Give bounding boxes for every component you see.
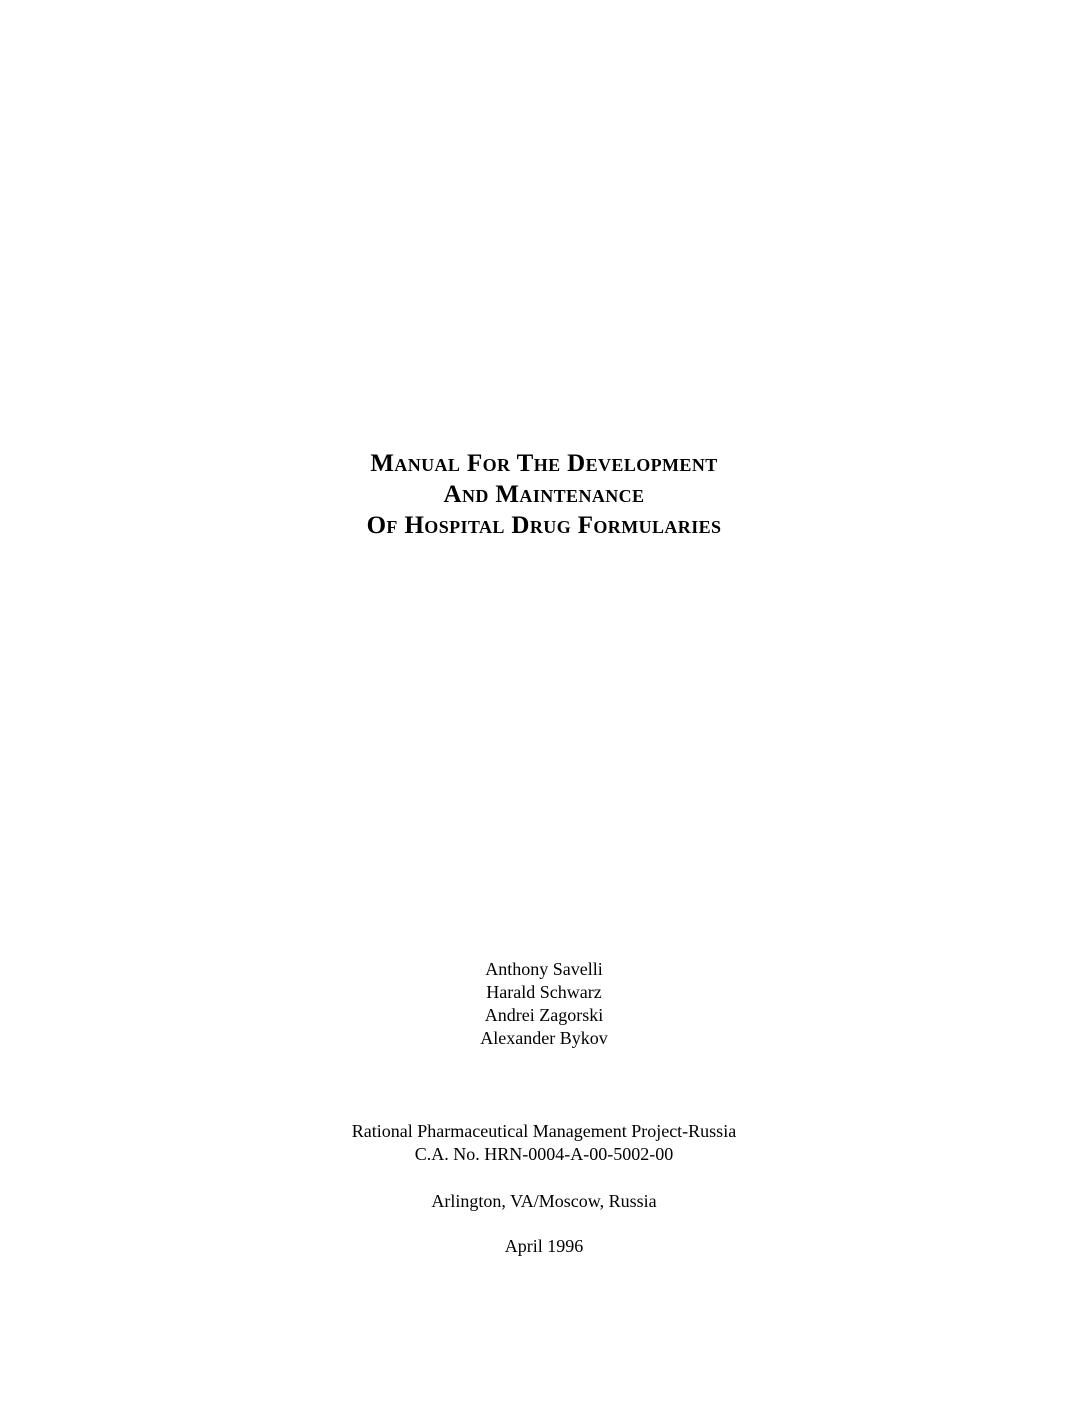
date-text: April 1996 [504,1236,584,1256]
title-line-2: And Maintenance [443,481,645,508]
location-text: Arlington, VA/Moscow, Russia [431,1191,657,1211]
page-title [0,448,1088,541]
author-name: Anthony Savelli [485,959,603,979]
title-line-3: Of Hospital Drug Formularies [366,512,722,539]
project-name: Rational Pharmaceutical Management Project-Russia [351,1121,737,1141]
publication-date [0,1235,1088,1258]
title-line-1: Manual For The Development [370,450,718,477]
project-contract-number: C.A. No. HRN-0004-A-00-5002-00 [414,1144,674,1164]
author-name: Alexander Bykov [480,1028,608,1048]
project-info [0,1120,1088,1166]
author-name: Andrei Zagorski [484,1005,604,1025]
publication-location [0,1190,1088,1213]
author-list [0,958,1088,1050]
author-name: Harald Schwarz [486,982,602,1002]
